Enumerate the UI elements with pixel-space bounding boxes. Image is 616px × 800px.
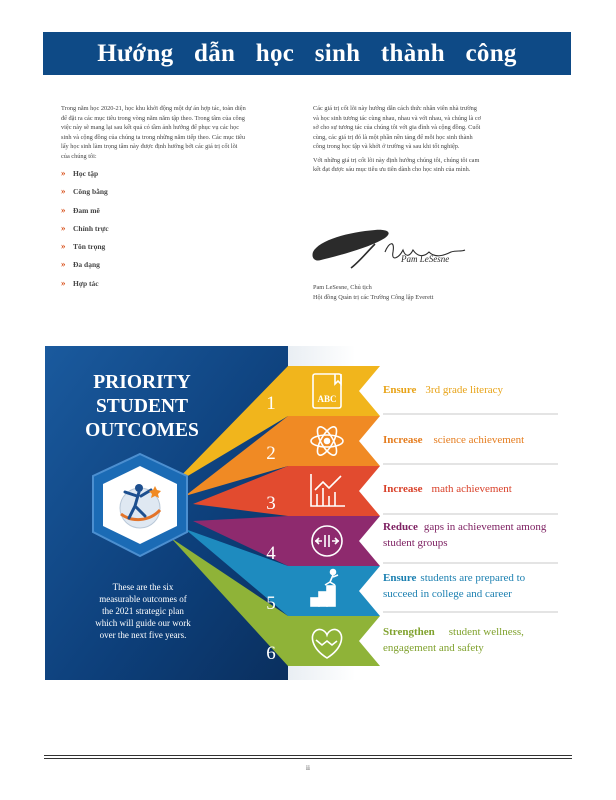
list-item: [61, 206, 247, 224]
caption-line: over the next five years.: [99, 630, 187, 640]
intro-column: [61, 104, 247, 297]
caption-line: which will guide our work: [95, 618, 191, 628]
right-column: [313, 104, 483, 179]
title-banner: [43, 32, 571, 75]
outcome-number-3: 3: [266, 493, 276, 514]
value-label: Học tập: [73, 169, 99, 178]
heading-line-2: STUDENT: [95, 396, 189, 417]
core-values-list: [61, 169, 247, 297]
list-item: [61, 242, 247, 260]
list-item: [61, 260, 247, 278]
heading-line-1: PRIORITY: [93, 372, 191, 393]
list-item: [61, 224, 247, 242]
signature-text: Pam LeSesne: [401, 254, 450, 264]
caption-line: the 2021 strategic plan: [102, 606, 184, 616]
list-item: [61, 187, 247, 205]
value-label: Tôn trọng: [73, 242, 106, 252]
book-icon-label: ABC: [317, 394, 337, 404]
signature: [309, 222, 469, 274]
outcome-6-text: Strengthen student wellness,: [383, 626, 524, 638]
outcome-5-text: Ensure students are prepared to: [383, 572, 526, 584]
value-label: Hợp tác: [73, 278, 99, 288]
outcome-number-5: 5: [266, 593, 276, 614]
chevron-right-icon: »: [61, 259, 66, 270]
chevron-right-icon: »: [61, 168, 66, 178]
chevron-right-icon: »: [61, 204, 66, 215]
outcome-5-text-line2: succeed in college and career: [383, 588, 512, 600]
value-label: Đa dạng: [73, 260, 100, 270]
caption-line: These are the six: [112, 582, 174, 592]
footer-rule: [44, 755, 572, 756]
list-item: [61, 169, 247, 187]
signer-name: Pam LeSesne, Chủ tịch: [313, 284, 372, 291]
outcome-4-text: Reduce gaps in achievement among: [383, 521, 547, 533]
right-paragraph-2: Với những giá trị cốt lõi này định hướng chúng tôi, chúng tôi cam kết đạt được sáu mục tiêu ưu tiên dành cho học sinh của mình.: [313, 156, 480, 173]
outcome-number-4: 4: [266, 543, 276, 564]
chevron-right-icon: »: [61, 186, 66, 197]
heading-line-3: OUTCOMES: [85, 420, 199, 441]
priority-outcomes-infographic: [45, 346, 558, 680]
signature-block: [313, 283, 433, 302]
outcome-1-text: Ensure 3rd grade literacy: [383, 384, 503, 396]
outcome-4-text-line2: student groups: [383, 537, 448, 549]
intro-paragraph: Trong năm học 2020-21, học khu khởi động một dự án hợp tác, toàn diện để đặt ra các mục tiêu trong vòng năm năm tập theo. Trong tâm của công việc này sẽ mang lại sau kết quả có tầm ảnh hưởng để phục vụ các học sinh và cộng đồng của chúng ta trong những năm tiếp theo. Các mục tiêu lấy học sinh làm trọng tâm này được định hướng bởi các giá trị cốt lõi của chúng tôi:: [61, 105, 246, 160]
chevron-right-icon: »: [61, 241, 66, 252]
outcome-6-text-line2: engagement and safety: [383, 642, 484, 654]
page-title: Hướng dẫn học sinh thành công: [97, 39, 517, 67]
right-paragraph-1: Các giá trị cốt lõi này hướng dẫn cách thức nhân viên nhà trường và học sinh tương tác cùng nhau, nhau và với nhau, và chúng là cơ sở cho sự tương tác của chúng tôi với gia đình và cộng đồng. Cuối cùng, các giá trị đó là một phần nền tảng để mỗi học sinh thành công trong học tập và khởi ở trường và sau khi tốt nghiệp.: [313, 105, 481, 150]
chevron-right-icon: »: [61, 277, 66, 288]
chevron-right-icon: »: [61, 222, 66, 233]
caption-line: measurable outcomes of: [99, 594, 187, 604]
value-label: Đam mê: [73, 205, 100, 215]
footer-rule: [44, 758, 572, 759]
signer-title: Hội đồng Quản trị các Trường Công lập Everett: [313, 293, 434, 301]
outcome-number-2: 2: [266, 443, 276, 464]
list-item: [61, 279, 247, 297]
value-label: Chính trực: [73, 223, 109, 233]
outcome-number-1: 1: [266, 393, 276, 414]
outcome-number-6: 6: [266, 643, 276, 664]
value-label: Công bằng: [73, 187, 108, 197]
outcome-3-text: Increase math achievement: [383, 483, 512, 495]
page-number: ii: [306, 764, 310, 772]
outcome-2-text: Increase science achievement: [383, 434, 525, 446]
